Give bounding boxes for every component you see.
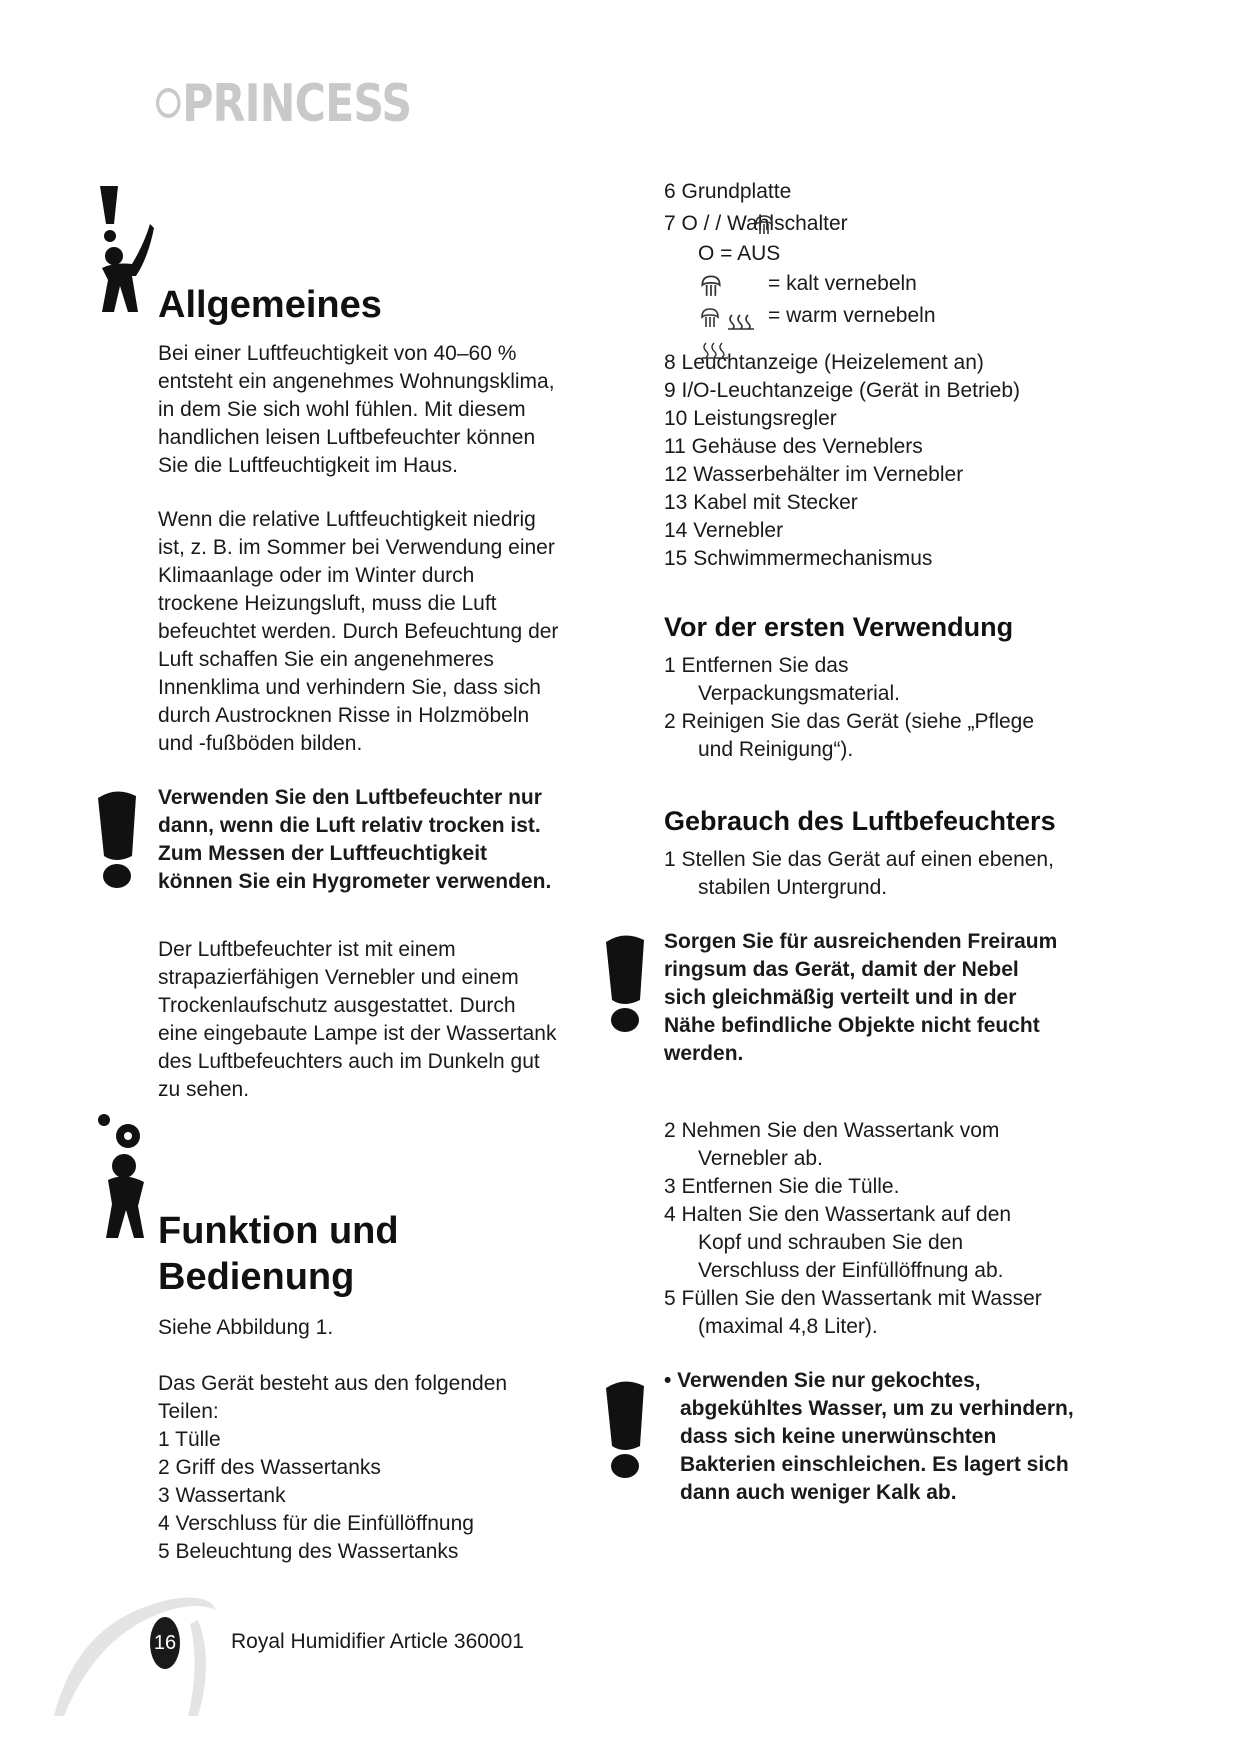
text-line: Trockenlaufschutz ausgestattet. Durch	[158, 994, 516, 1017]
brand-logo: PRINCESS	[156, 74, 411, 134]
footer-swoosh-decoration	[48, 1580, 218, 1720]
text-line: strapazierfähigen Vernebler und einem	[158, 966, 519, 989]
switch-description	[664, 210, 1124, 330]
section-title-first-use: Vor der ersten Verwendung	[664, 612, 1014, 642]
text-line: eine eingebaute Lampe ist der Wassertank	[158, 1022, 557, 1045]
warning-line: Bakterien einschleichen. Es lagert sich	[680, 1453, 1069, 1476]
list-item: 8 Leuchtanzeige (Heizelement an)	[664, 349, 1124, 377]
list-item: 6 Grundplatte	[664, 180, 792, 203]
parts-list-right-2	[664, 349, 1124, 573]
princess-crown-icon	[156, 88, 181, 118]
step-line: Verpackungsmaterial.	[698, 682, 900, 705]
warning-line: Verwenden Sie den Luftbefeuchter nur	[158, 786, 542, 809]
warning-line: dass sich keine unerwünschten	[680, 1425, 997, 1448]
text-line: Bei einer Luftfeuchtigkeit von 40–60 %	[158, 342, 517, 365]
warning-line: • Verwenden Sie nur gekochtes,	[664, 1369, 981, 1392]
usage-warning-2	[664, 1367, 1124, 1507]
text-line: des Luftbefeuchters auch im Dunkeln gut	[158, 1050, 540, 1073]
warning-line: werden.	[664, 1042, 744, 1065]
text-line: und -fußböden bilden.	[158, 732, 363, 755]
section-title-usage: Gebrauch des Luftbefeuchters	[664, 806, 1056, 836]
warm-mist-icon	[698, 304, 762, 330]
list-item: 9 I/O-Leuchtanzeige (Gerät in Betrieb)	[664, 379, 1021, 402]
mist-cold-icon	[752, 212, 776, 236]
warning-line: können Sie ein Hygrometer verwenden.	[158, 870, 552, 893]
text-line: befeuchtet werden. Durch Befeuchtung der	[158, 620, 559, 643]
section-function	[158, 1208, 598, 1300]
section-usage	[664, 804, 1124, 838]
usage-warning	[664, 928, 1124, 1068]
text-line: entsteht ein angenehmes Wohnungsklima,	[158, 370, 555, 393]
switch-warm-line: = warm vernebeln	[664, 302, 1124, 330]
step-line: 3 Entfernen Sie die Tülle.	[664, 1175, 900, 1198]
warning-line: dann auch weniger Kalk ab.	[680, 1481, 957, 1504]
cold-mist-icon	[698, 272, 724, 298]
text-line: handlichen leisen Luftbefeuchter können	[158, 426, 536, 449]
general-paragraph-3	[158, 936, 598, 1104]
step-line: Vernebler ab.	[698, 1147, 823, 1170]
info-person-icon	[92, 184, 162, 314]
list-item: 1 Tülle	[158, 1428, 221, 1451]
list-item: 5 Beleuchtung des Wassertanks	[158, 1540, 459, 1563]
usage-steps	[664, 1117, 1124, 1341]
step-line: Verschluss der Einfüllöffnung ab.	[698, 1259, 1004, 1282]
step-line: 5 Füllen Sie den Wassertank mit Wasser	[664, 1287, 1042, 1310]
text-line: Innenklima und verhindern Sie, dass sich	[158, 676, 541, 699]
warning-icon	[92, 790, 142, 890]
warning-line: Sorgen Sie für ausreichenden Freiraum	[664, 930, 1058, 953]
function-see-figure	[158, 1314, 598, 1342]
warning-icon	[600, 1380, 650, 1480]
list-item: 15 Schwimmermechanismus	[664, 547, 933, 570]
switch-cold-line: = kalt vernebeln	[664, 270, 1124, 298]
list-item: 13 Kabel mit Stecker	[664, 491, 858, 514]
warning-icon	[600, 934, 650, 1034]
step-line: 2 Nehmen Sie den Wassertank vom	[664, 1119, 1000, 1142]
text-line: Teilen:	[158, 1400, 219, 1423]
step-line: stabilen Untergrund.	[698, 876, 888, 899]
text-line: zu sehen.	[158, 1078, 250, 1101]
parts-list-right	[664, 178, 1124, 206]
text-line: Wenn die relative Luftfeuchtigkeit niedrig	[158, 508, 536, 531]
text-line: Sie die Luftfeuchtigkeit im Haus.	[158, 454, 458, 477]
step-line: und Reinigung“).	[698, 738, 854, 761]
text-line: Siehe Abbildung 1.	[158, 1316, 334, 1339]
text-line: trockene Heizungsluft, muss die Luft	[158, 592, 497, 615]
step-line: 1 Entfernen Sie das	[664, 654, 849, 677]
settings-person-icon	[94, 1110, 158, 1240]
general-paragraph-1	[158, 340, 598, 480]
warning-line: sich gleichmäßig verteilt und in der	[664, 986, 1017, 1009]
usage-step-1	[664, 846, 1124, 902]
warning-line: dann, wenn die Luft relativ trocken ist.	[158, 814, 541, 837]
footer-title: Royal Humidifier Article 360001	[231, 1630, 524, 1653]
text-line: in dem Sie sich wohl fühlen. Mit diesem	[158, 398, 526, 421]
list-item: 4 Verschluss für die Einfüllöffnung	[158, 1512, 474, 1535]
switch-line: 7 O / / Wahlschalter	[664, 212, 848, 235]
text-line: Der Luftbefeuchter ist mit einem	[158, 938, 456, 961]
warning-line: ringsum das Gerät, damit der Nebel	[664, 958, 1019, 981]
step-line: Kopf und schrauben Sie den	[698, 1231, 964, 1254]
section-title-general: Allgemeines	[158, 284, 382, 326]
parts-list-left	[158, 1370, 598, 1566]
step-line: 1 Stellen Sie das Gerät auf einen ebenen,	[664, 848, 1054, 871]
text-line: Luft schaffen Sie ein angenehmeres	[158, 648, 494, 671]
heat-indicator-icon	[700, 339, 730, 359]
text-line: Das Gerät besteht aus den folgenden	[158, 1372, 508, 1395]
switch-off-line: O = AUS	[698, 242, 781, 265]
section-title-function: Funktion und	[158, 1210, 399, 1252]
step-line: 4 Halten Sie den Wassertank auf den	[664, 1203, 1012, 1226]
general-warning	[158, 784, 598, 896]
section-general	[158, 282, 598, 328]
list-item: 11 Gehäuse des Verneblers	[664, 435, 923, 458]
page-number: 16	[150, 1617, 180, 1669]
list-item: 14 Vernebler	[664, 519, 784, 542]
general-paragraph-2	[158, 506, 598, 758]
list-item: 3 Wassertank	[158, 1484, 286, 1507]
text-line: ist, z. B. im Sommer bei Verwendung einer	[158, 536, 555, 559]
step-line: (maximal 4,8 Liter).	[698, 1315, 878, 1338]
section-before-first-use	[664, 610, 1124, 644]
warning-line: Zum Messen der Luftfeuchtigkeit	[158, 842, 488, 865]
text-line: durch Austrocknen Risse in Holzmöbeln	[158, 704, 530, 727]
section-title-function-2: Bedienung	[158, 1256, 355, 1298]
list-item: 10 Leistungsregler	[664, 407, 837, 430]
list-item: 12 Wasserbehälter im Vernebler	[664, 463, 964, 486]
text-line: Klimaanlage oder im Winter durch	[158, 564, 475, 587]
list-item: 2 Griff des Wassertanks	[158, 1456, 381, 1479]
first-use-steps	[664, 652, 1124, 764]
step-line: 2 Reinigen Sie das Gerät (siehe „Pflege	[664, 710, 1035, 733]
warning-line: Nähe befindliche Objekte nicht feucht	[664, 1014, 1040, 1037]
warning-line: abgekühltes Wasser, um zu verhindern,	[680, 1397, 1074, 1420]
